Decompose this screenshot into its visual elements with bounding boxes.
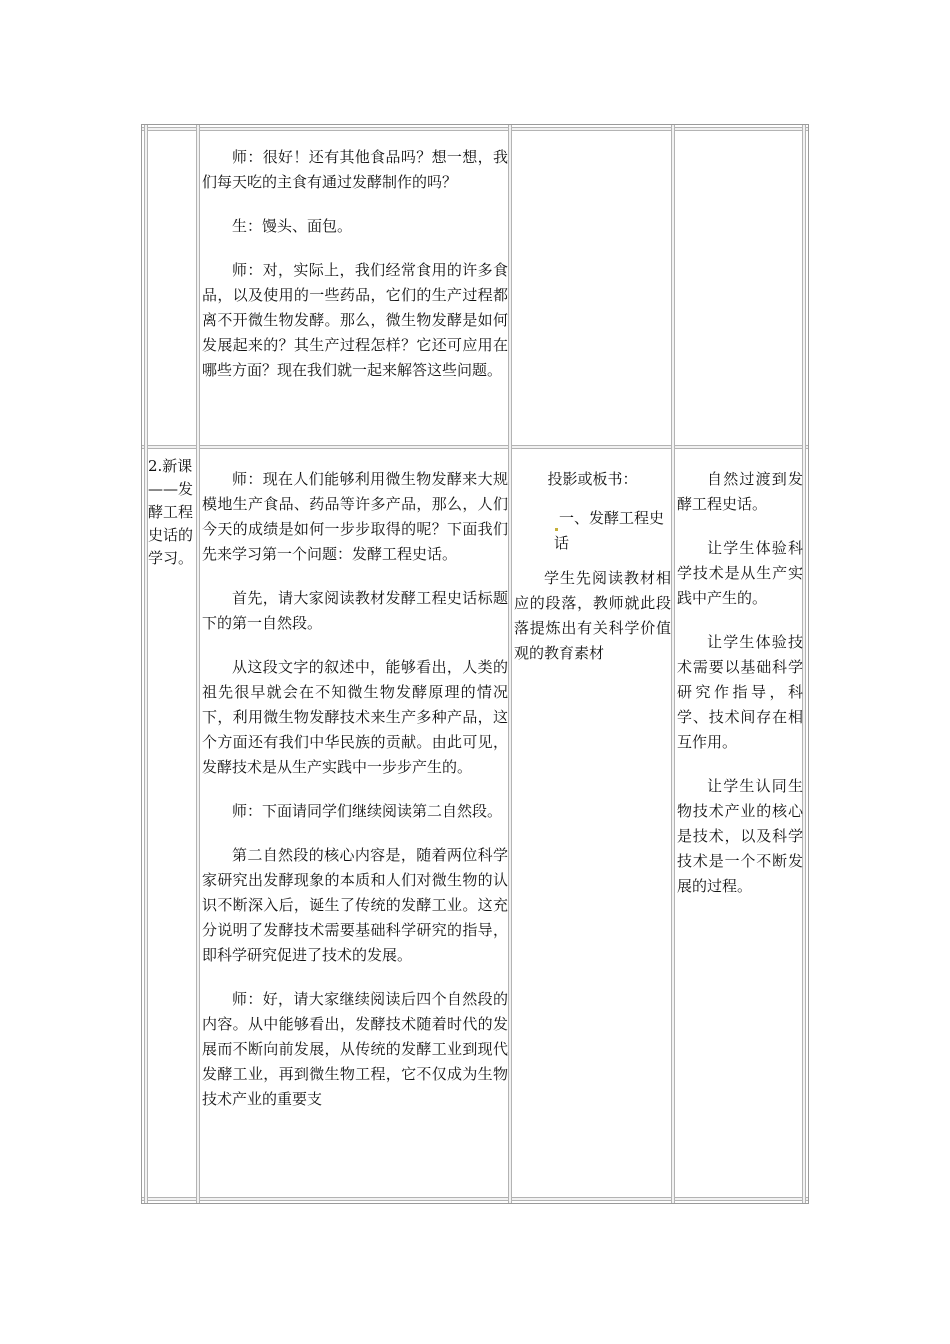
column-divider-3 [671,125,675,1203]
table-top-border [142,127,808,131]
intent-paragraph: 让学生体验科学技术是从生产实践中产生的。 [677,539,803,607]
dialogue-paragraph: 师：很好！还有其他食品吗？想一想，我们每天吃的主食有通过发酵制作的吗？ [202,148,508,191]
column-divider-1 [196,125,200,1203]
annotation-mark [555,528,558,531]
dialogue-paragraph: 师：下面请同学们继续阅读第二自然段。 [232,802,503,820]
board-subheading [514,506,671,556]
section-title: 2.新课——发酵工程史话的学习。 [148,457,194,567]
dialogue-paragraph: 生：馒头、面包。 [232,217,353,235]
lesson-plan-table [141,124,809,1204]
row2-col2-cell [202,467,508,1197]
dialogue-paragraph: 第二自然段的核心内容是，随着两位科学家研究出发酵现象的本质和人们对微生物的认识不断深入后，诞生了传统的发酵工业。这充分说明了发酵技术需要基础科学研究的指导，即科学研究促进了技术的发展。 [202,846,508,964]
row2-col1-cell [148,455,196,570]
board-heading: 投影或板书： [547,470,638,488]
intent-paragraph: 自然过渡到发酵工程史话。 [677,470,803,513]
row-divider [142,445,808,449]
intent-paragraph: 让学生认同生物技术产业的核心是技术，以及科学技术是一个不断发展的过程。 [677,777,803,895]
board-subheading-text: 一、发酵工程史话 [554,509,665,552]
dialogue-paragraph: 师：对，实际上，我们经常食用的许多食品，以及使用的一些药品，它们的生产过程都离不开微生物发酵。那么，微生物发酵是如何发展起来的？其生产过程怎样？它还可应用在哪些方面？现在我们就一起来解答这些问题。 [202,261,508,379]
table-bottom-border [142,1197,808,1201]
column-divider-2 [508,125,512,1203]
table-left-border [144,125,148,1203]
dialogue-paragraph: 从这段文字的叙述中，能够看出，人类的祖先很早就会在不知微生物发酵原理的情况下，利用微生物发酵技术来生产多种产品，这个方面还有我们中华民族的贡献。由此可见，发酵技术是从生产实践中一步步产生的。 [202,658,508,776]
row1-col2-cell [202,145,508,402]
row2-col3-cell [514,467,671,666]
dialogue-paragraph: 首先，请大家阅读教材发酵工程史话标题下的第一自然段。 [202,589,508,632]
row2-col4-cell [677,467,803,918]
dialogue-paragraph: 师：好，请大家继续阅读后四个自然段的内容。从中能够看出，发酵技术随着时代的发展而不断向前发展，从传统的发酵工业到现代发酵工业，再到微生物工程，它不仅成为生物技术产业的重要支 [202,990,508,1108]
board-body: 学生先阅读教材相应的段落，教师就此段落提炼出有关科学价值观的教育素材 [514,569,671,662]
dialogue-paragraph: 师：现在人们能够利用微生物发酵来大规模地生产食品、药品等许多产品，那么，人们今天的成绩是如何一步步取得的呢？下面我们先来学习第一个问题：发酵工程史话。 [202,470,508,563]
intent-paragraph: 让学生体验技术需要以基础科学研究作指导，科学、技术间存在相互作用。 [677,633,803,751]
